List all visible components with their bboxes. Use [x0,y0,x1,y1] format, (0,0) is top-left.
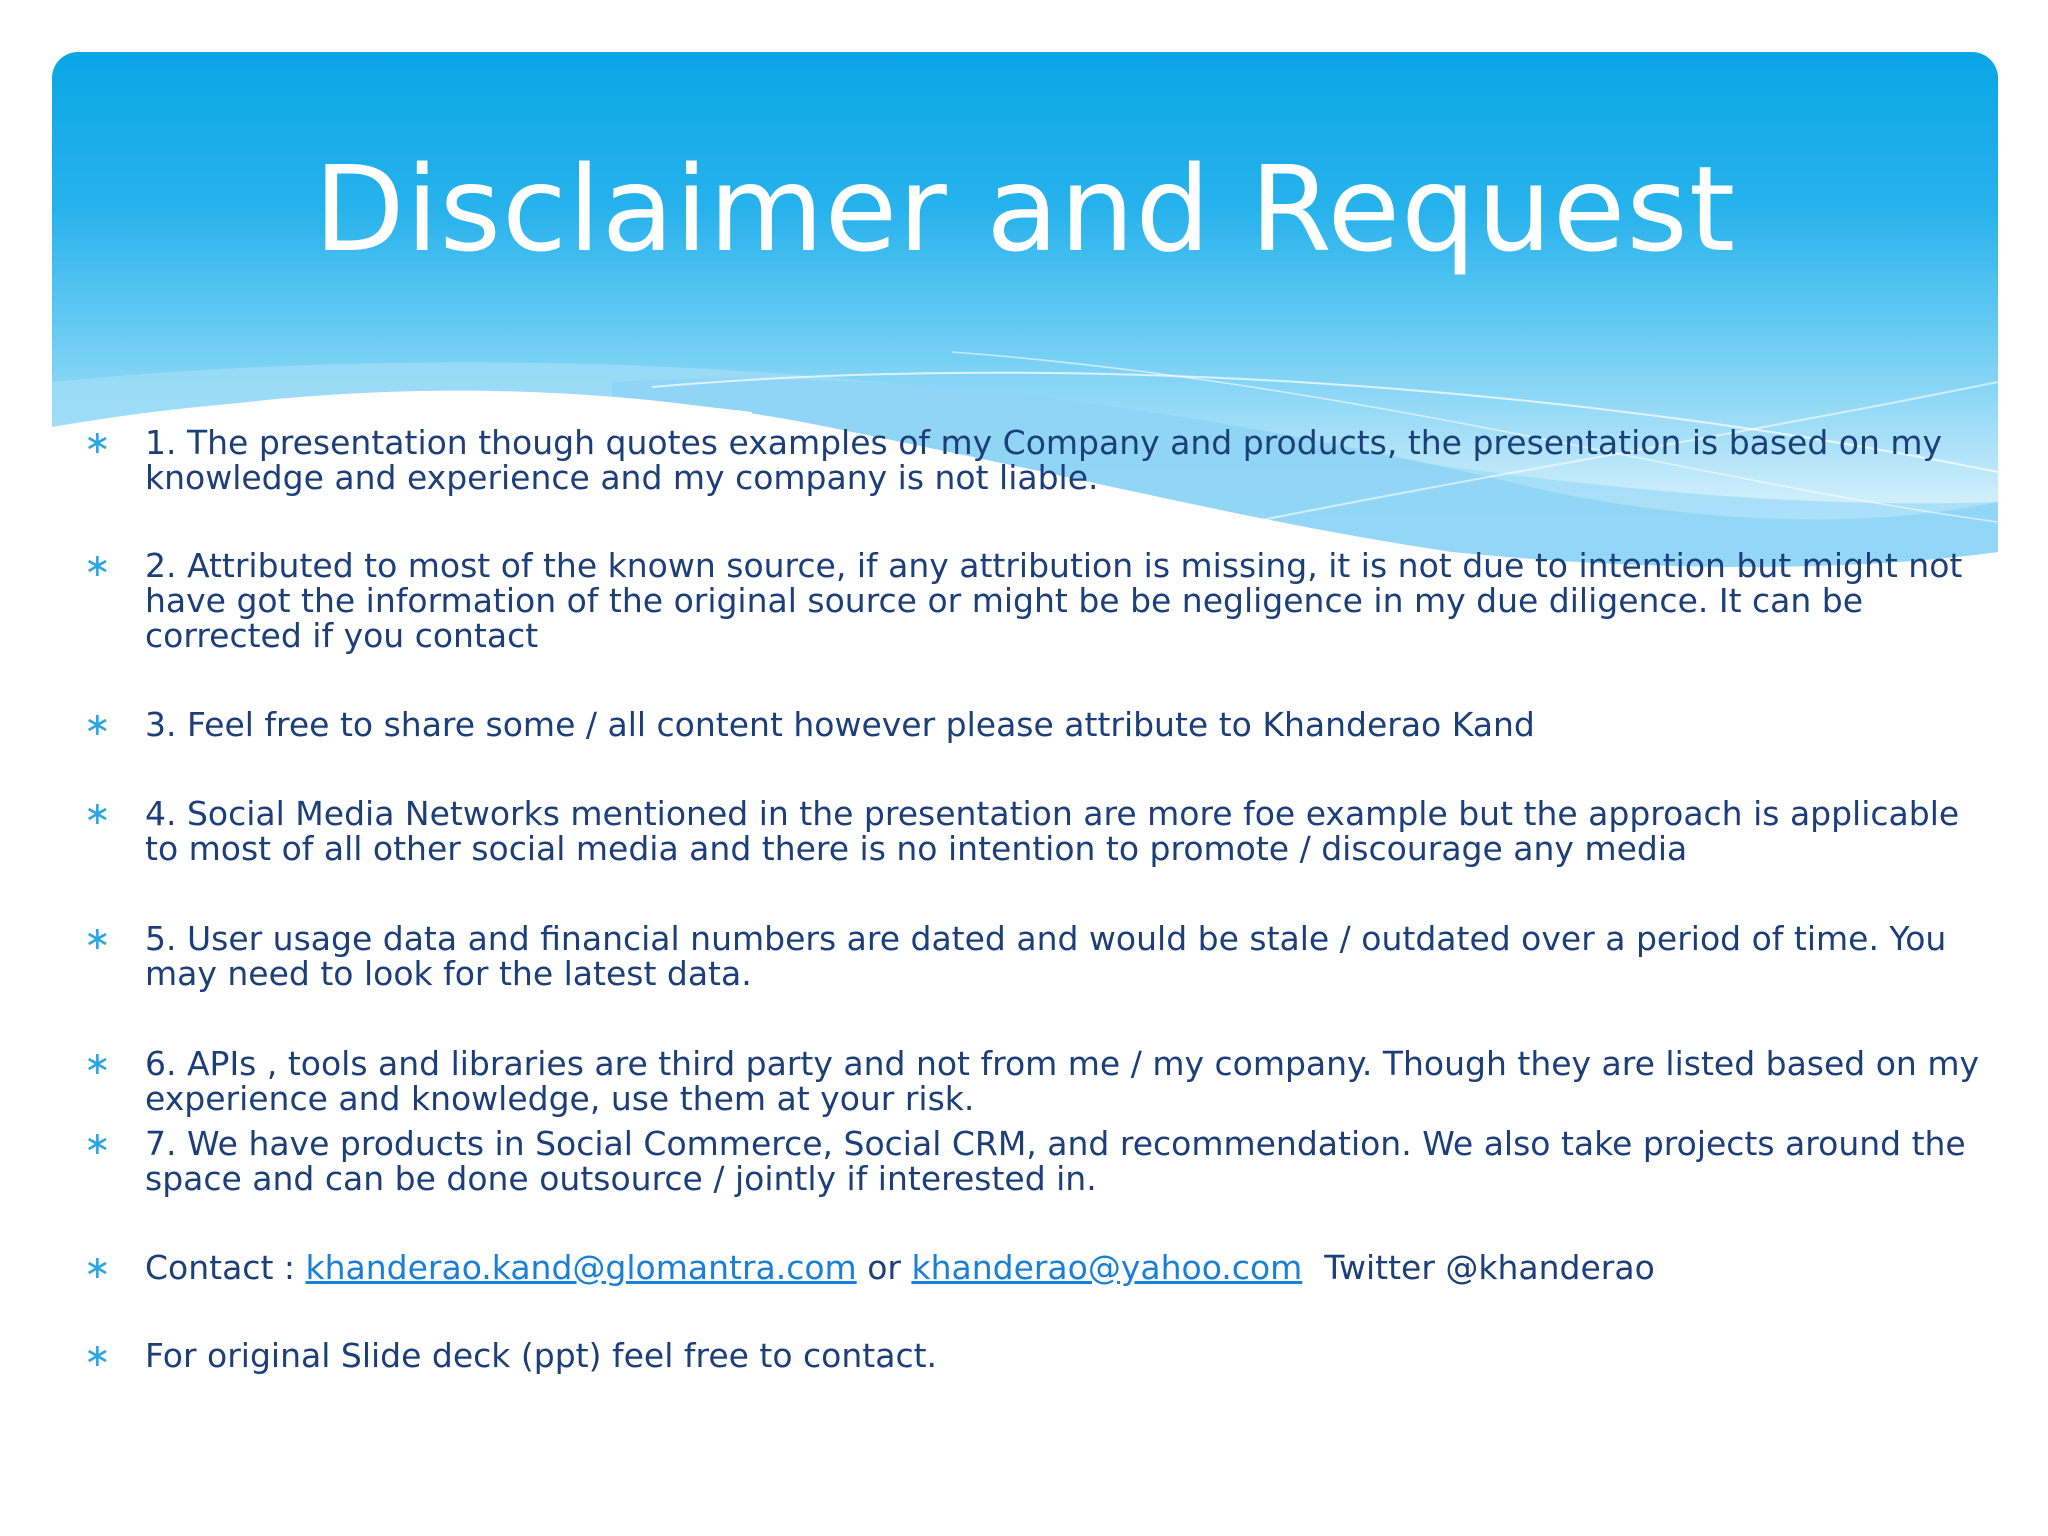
twitter-handle: Twitter @khanderao [1324,1248,1655,1287]
contact-item [80,1250,2000,1285]
asterisk-icon: ∗ [84,1044,111,1082]
list-item-text: For original Slide deck (ppt) feel free to contact. [145,1336,938,1375]
list-item-text: 7. We have products in Social Commerce, Social CRM, and recommendation. We also take projects around the space and can be done outsource / jointly if interested in. [145,1124,1966,1198]
list-item-text: 5. User usage data and financial numbers are dated and would be stale / outdated over a period of time. You may need to look for the latest data. [145,919,1947,993]
asterisk-icon: ∗ [84,919,111,957]
contact-separator: or [856,1248,912,1287]
list-item-text: 4. Social Media Networks mentioned in the presentation are more foe example but the approach is applicable to most of all other social media and there is no intention to promote / discourage any media [145,794,1960,868]
list-item [80,1046,2000,1116]
list-item [80,1338,2000,1373]
asterisk-icon: ∗ [84,546,111,584]
list-item-text: 6. APIs , tools and libraries are third party and not from me / my company. Though they are listed based on my experience and knowledge, use them at your risk. [145,1044,1979,1118]
list-item [80,1126,2000,1196]
list-item-text: 3. Feel free to share some / all content however please attribute to Khanderao Kand [145,705,1535,744]
email-link-yahoo[interactable]: khanderao@yahoo.com [911,1248,1303,1287]
list-item-text: 1. The presentation though quotes examples of my Company and products, the presentation is based on my knowledge and experience and my company is not liable. [145,423,1943,497]
list-item [80,548,2000,653]
asterisk-icon: ∗ [84,705,111,743]
contact-label: Contact : [145,1248,306,1287]
contact-line [145,1250,2000,1285]
page-title: Disclaimer and Request [313,140,1737,278]
asterisk-icon: ∗ [84,1124,111,1162]
list-item [80,796,2000,866]
asterisk-icon: ∗ [84,1248,111,1286]
email-link-glomantra[interactable]: khanderao.kand@glomantra.com [305,1248,857,1287]
list-item [80,921,2000,991]
list-item [80,707,2000,742]
list-item [80,425,2000,495]
list-item-text: 2. Attributed to most of the known source, if any attribution is missing, it is not due to intention but might not have got the information of the original source or might be be negligence in my due diligence. It can be corrected if you contact [145,546,1963,655]
asterisk-icon: ∗ [84,1336,111,1374]
asterisk-icon: ∗ [84,423,111,461]
asterisk-icon: ∗ [84,794,111,832]
